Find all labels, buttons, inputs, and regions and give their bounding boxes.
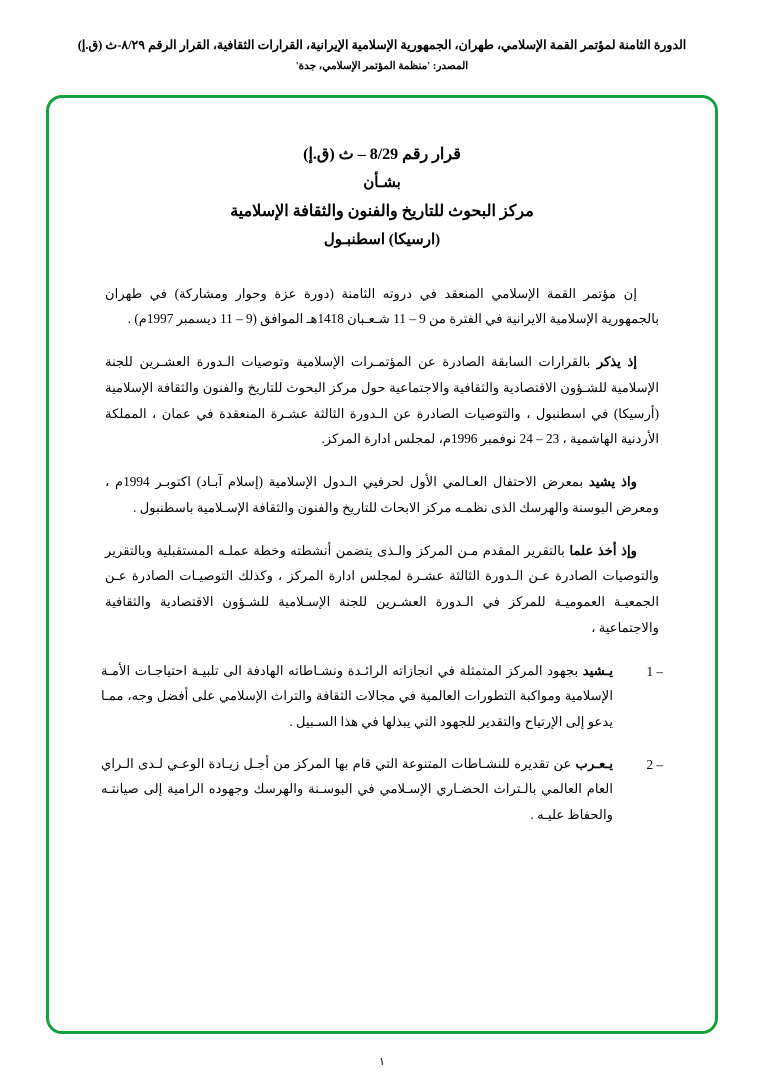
page-footer	[0, 1055, 764, 1068]
resolution-subject: مركز البحوث للتاريخ والفنون والثقافة الإسلامية	[230, 203, 534, 221]
paragraph-commend-exhibition	[101, 469, 663, 520]
paragraph-commend-exhibition-lead: واذ يشيد	[588, 474, 637, 490]
numbered-item-body	[101, 658, 613, 735]
numbered-item-number: 1	[646, 663, 654, 679]
resolution-title-block	[101, 140, 663, 255]
paragraph-take-note	[101, 538, 663, 641]
paragraph-take-note-lead: وإذ أخذ علما	[569, 542, 637, 558]
numbered-item	[101, 751, 663, 828]
numbered-item-marker	[613, 751, 663, 828]
numbered-item-text: عن تقديره للنشـاطات المتنوعة التي قام بها المركز من أجـل زيـادة الوعـي لـدى الـراي العام العالمي بالـتراث الحضـاري الإسـلامي في البوسـنة والهرسك وجهوده الرامية إلى صيانتـه والحفاظ عليـه .	[101, 755, 613, 823]
paragraph-recall	[101, 349, 663, 452]
paragraph-recall-text: بالقرارات السابقة الصادرة عن المؤتمـرات الإسلامية وتوصيات الـدورة العشـرين للجنة الإسلامية للشـؤون الاقتصادية والثقافية والاجتماعية حول مركز البحوث للتاريخ والفنون والثقافة الإسلامية (أرسيكا) في اسطنبول ، والتوصيات الصادرة عن الـدورة الثالثة عشـرة المنعقدة في عمان ، المملكة الأردنية الهاشمية ، 23 – 24 نوفمبر 1996م، لمجلس ادارة المركز.	[105, 354, 659, 447]
page-number: ١	[379, 1056, 385, 1068]
numbered-item-number: 2	[646, 756, 654, 772]
green-border-frame	[46, 95, 718, 1034]
document-header	[0, 0, 764, 72]
resolution-location: (ارسيكا) اسطنبـول	[323, 231, 441, 248]
numbered-item-lead: يـعـرب	[575, 755, 613, 771]
paragraph-preamble	[101, 281, 663, 332]
paragraph-take-note-text: بالتقرير المقدم مـن المركز والـذى يتضمن أنشطته وخطة عملـه المستقبلية وبالتقرير والتوصيات الصادرة عـن الـدورة الثالثة عشـرة لمجلس ادارة المركز ، وكذلك التوصيـات الصادرة عـن الجمعيـة العموميـة للمركز في الـدورة العشـرين للجنة الإسـلامية للشـؤون الاقتصادية والثقافية والاجتماعية ،	[105, 542, 659, 635]
paragraph-recall-lead: إذ يذكر	[596, 354, 637, 370]
paragraph-commend-exhibition-text: بمعرض الاحتفال العـالمي الأول لحرفيي الـدول الإسلامية (إسلام آبـاد) اكتوبـر 1994م ، ومعرض البوسنة والهرسك الذى نظمـه مركز الابحاث للتاريخ والفنون والثقافة الإسـلامية باسطنبول .	[105, 474, 659, 515]
document-content	[49, 98, 715, 1031]
numbered-item-text: بجهود المركز المتمثلة في انجازاته الرائـدة ونشـاطاته الهادفة الى تلبيـة احتياجـات الأمـة الإسلامية ومواكبة التطورات العالمية في مجالات الثقافة والتراث الإسلامي على أفضل وجه، ممـا يدعو إلى الإرتياح والتقدير للجهود التي يبذلها في هذا السـبيل .	[101, 662, 613, 729]
numbered-item-body	[101, 751, 613, 828]
header-source-note: المصدر: 'منظمة المؤتمر الإسلامي، جدة'	[295, 60, 469, 72]
numbered-item-dash: –	[656, 663, 663, 679]
resolution-subject-label: بشـأن	[363, 174, 401, 191]
numbered-item-marker	[613, 658, 663, 735]
numbered-item	[101, 658, 663, 735]
numbered-item-lead: يـشيد	[582, 662, 613, 678]
numbered-item-dash: –	[656, 756, 663, 772]
resolution-number: قرار رقم 8/29 – ث (ق.إ)	[303, 146, 461, 163]
header-source-title: الدورة الثامنة لمؤتمر القمة الإسلامي، طهران، الجمهورية الإسلامية الإيرانية، القرارات الثقافية، القرار الرقم ٨/٢٩-ث (ق.إ)	[77, 38, 687, 52]
paragraph-preamble-text: إن مؤتمر القمة الإسلامي المنعقد في دروته الثامنة (دورة عزة وحوار ومشاركة) في طهران بالجمهورية الإسلامية الايرانية في الفترة من 9 – 11 شـعـبان 1418هـ الموافق (9 – 11 ديسمبر 1997م) .	[105, 285, 659, 327]
